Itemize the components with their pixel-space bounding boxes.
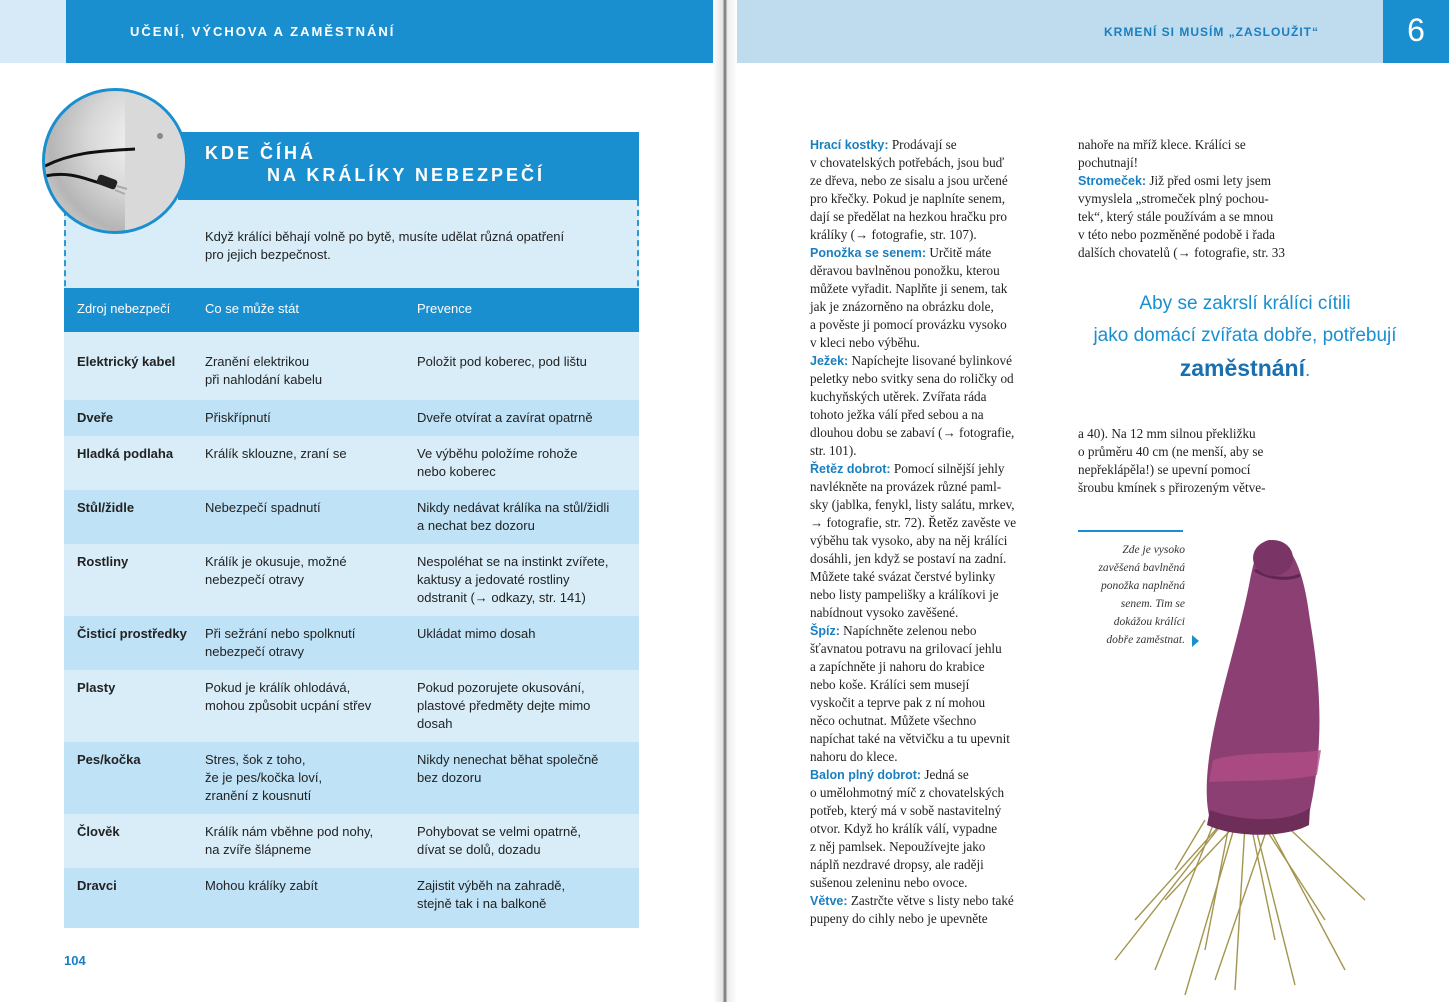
- text-line: sky (jablka, fenykl, listy salátu, mrkev,: [810, 497, 1015, 512]
- cell-what: Stres, šok z toho, že je pes/kočka loví, zranění z kousnutí: [205, 752, 323, 803]
- cell-prevention: Nikdy nedávat králíka na stůl/židli a nechat bez dozoru: [417, 500, 610, 533]
- text-line: ze dřeva, nebo ze sisalu a jsou určené: [810, 173, 1008, 188]
- box-intro: Když králíci běhají volně po bytě, musíte udělat různá opatření pro jejich bezpečnost.: [205, 229, 565, 262]
- text-line: Řetěz dobrot: Pomocí silnější jehly: [810, 461, 1005, 476]
- table-row: [64, 490, 639, 544]
- th-what: Co se může stát: [205, 301, 299, 316]
- text-line: str. 101).: [810, 443, 857, 458]
- th-source: Zdroj nebezpečí: [77, 301, 171, 316]
- table-row: [64, 332, 639, 400]
- cell-prevention: Nikdy nenechat běhat společně bez dozoru: [417, 752, 599, 785]
- cell-source: Rostliny: [77, 554, 129, 569]
- text-line: v kleci nebo výběhu.: [810, 335, 920, 350]
- cell-prevention: Pohybovat se velmi opatrně, dívat se dolů, dozadu: [417, 824, 582, 857]
- text-line: v této nebo pozměněné podobě i řada: [1078, 227, 1276, 242]
- text-line: výběhu tak vysoko, aby na něj králíci: [810, 533, 1008, 548]
- table-row: [64, 400, 639, 436]
- cell-what: Králík je okusuje, možné nebezpečí otravy: [205, 554, 347, 587]
- text-line: nepřeklápěla!) se upevní pomocí: [1078, 462, 1251, 477]
- text-line: Špíz: Napíchněte zelenou nebo: [810, 623, 977, 638]
- text-line: pro křečky. Pokud je naplníte senem,: [810, 191, 1006, 206]
- text-line: pochutnají!: [1078, 155, 1139, 170]
- chapter-number: 6: [1407, 12, 1425, 48]
- table-row: [64, 742, 639, 814]
- cell-source: Člověk: [77, 824, 120, 839]
- cell-source: Stůl/židle: [77, 500, 135, 515]
- cell-prevention: Nespoléhat se na instinkt zvířete, kaktusy a jedovaté rostliny odstranit (→ odkazy, str. 141): [417, 554, 609, 605]
- text-line: dalších chovatelů (→ fotografie, str. 33: [1078, 245, 1285, 260]
- text-line: šťavnatou potravu na grilovací jehlu: [810, 641, 1002, 656]
- text-line: Stromeček: Již před osmi lety jsem: [1078, 173, 1271, 188]
- text-line: pupeny do cihly nebo je upevněte: [810, 911, 988, 926]
- text-column-2-top: [1078, 136, 1328, 262]
- cell-prevention: Ukládat mimo dosah: [417, 626, 536, 641]
- text-line: náplň nezdravé dropsy, ale raději: [810, 857, 984, 872]
- book-spine: [713, 0, 737, 1002]
- text-line: Ponožka se senem: Určitě máte: [810, 245, 992, 260]
- text-line: dlouhou dobu se zabaví (→ fotografie,: [810, 425, 1015, 440]
- box-title-line2: NA KRÁLÍKY NEBEZPEČÍ: [267, 165, 546, 185]
- text-line: tohoto ježka válí před sebou a na: [810, 407, 984, 422]
- text-line: nebo koše. Králíci sem musejí: [810, 677, 970, 692]
- cell-what: Králík nám vběhne pod nohy, na zvíře šlápneme: [205, 824, 374, 857]
- table-row: [64, 544, 639, 616]
- text-line: sušenou zeleninu nebo ovoce.: [810, 875, 968, 890]
- text-line: nebo listy pampelišky a králíkovi je: [810, 587, 999, 602]
- text-column-2-bottom: [1078, 425, 1328, 497]
- cell-what: Nebezpečí spadnutí: [205, 500, 321, 515]
- cell-prevention: Pokud pozorujete okusování, plastové předměty dejte mimo dosah: [417, 680, 591, 731]
- text-line: Větve: Zastrčte větve s listy nebo také: [810, 893, 1014, 908]
- text-line: tek“, který stále používám a se mnou: [1078, 209, 1274, 224]
- text-line: vyskočit a teprve pak z ní mohou: [810, 695, 986, 710]
- cell-source: Pes/kočka: [77, 752, 141, 767]
- text-line: a pověste ji pomocí provázku vysoko: [810, 317, 1007, 332]
- text-line: šroubu kmínek s přirozeným větve-: [1078, 480, 1266, 495]
- table-row: [64, 670, 639, 742]
- cell-prevention: Zajistit výběh na zahradě, stejně tak i na balkoně: [417, 878, 566, 911]
- text-line: a 40). Na 12 mm silnou překližku: [1078, 426, 1256, 441]
- photo-caption: Zde je vysoko zavěšená bavlněná ponožka naplněná senem. Tim se dokážou králíci dobře zaměstnat.: [1098, 544, 1185, 646]
- cell-source: Elektrický kabel: [77, 354, 176, 369]
- text-line: nabídnout vysoko zavěšené.: [810, 605, 959, 620]
- text-line: nahoře na mříž klece. Králíci se: [1078, 137, 1246, 152]
- cell-source: Plasty: [77, 680, 116, 695]
- pull-quote: Aby se zakrslí králíci cítili jako domácí zvířata dobře, potřebují zaměstnání.: [1093, 293, 1397, 381]
- text-line: napíchat také na větvičku a tu upevnit: [810, 731, 1010, 746]
- cell-what: Při sežrání nebo spolknutí nebezpečí otravy: [205, 626, 356, 659]
- cell-what: Přiskřípnutí: [205, 410, 271, 425]
- table-row: [64, 868, 639, 928]
- cell-what: Mohou králíky zabít: [205, 878, 318, 893]
- cell-what: Zranění elektrikou při nahlodání kabelu: [205, 354, 323, 387]
- text-line: králíky (→ fotografie, str. 107).: [810, 227, 977, 242]
- text-line: navlékněte na provázek různé paml-: [810, 479, 1002, 494]
- cell-prevention: Dveře otvírat a zavírat opatrně: [417, 410, 593, 425]
- text-line: Hrací kostky: Prodávají se: [810, 137, 957, 152]
- text-line: dají se předělat na hezkou hračku pro: [810, 209, 1007, 224]
- cell-what: Pokud je králík ohlodává, mohou způsobit ucpání střev: [205, 680, 372, 713]
- text-line: a zapíchněte ji nahoru do krabice: [810, 659, 985, 674]
- text-line: dosáhli, jen když se postaví na zadní.: [810, 551, 1007, 566]
- header-left-title: UČENÍ, VÝCHOVA A ZAMĚSTNÁNÍ: [130, 24, 396, 39]
- text-line: děravou bavlněnou ponožku, kterou: [810, 263, 1000, 278]
- text-line: o průměru 40 cm (ne menší, aby se: [1078, 444, 1264, 459]
- text-line: nahoru do klece.: [810, 749, 898, 764]
- text-column-1: [810, 136, 1060, 928]
- page-number-left: 104: [64, 953, 86, 968]
- text-line: z něj pamlsek. Nepoužívejte jako: [810, 839, 986, 854]
- text-line: Balon plný dobrot: Jedná se: [810, 767, 969, 782]
- cell-source: Dveře: [77, 410, 114, 425]
- text-line: potřeb, který má v sobě nastavitelný: [810, 803, 1002, 818]
- hay-sock-photo: [1095, 520, 1395, 1000]
- table-row: [64, 616, 639, 670]
- cell-prevention: Položit pod koberec, pod lištu: [417, 354, 587, 369]
- text-line: vymyslela „stromeček plný pochou-: [1078, 191, 1269, 206]
- text-line: Můžete také svázat čerstvé bylinky: [810, 569, 996, 584]
- cell-source: Dravci: [77, 878, 117, 893]
- th-prevention: Prevence: [417, 301, 472, 316]
- text-line: o umělohmotný míč z chovatelských: [810, 785, 1005, 800]
- table-row: [64, 436, 639, 490]
- header-right-title: KRMENÍ SI MUSÍM „ZASLOUŽIT“: [1104, 25, 1319, 39]
- cable-photo: [42, 88, 188, 234]
- text-line: → fotografie, str. 72). Řetěz zavěste ve: [810, 515, 1017, 530]
- header-left-accent: [0, 0, 66, 63]
- cell-source: Hladká podlaha: [77, 446, 174, 461]
- text-line: jak je znázorněno na obrázku dole,: [810, 299, 994, 314]
- text-line: něco ochutnat. Můžete všechno: [810, 713, 977, 728]
- text-line: kuchyňských utěrek. Zvířata ráda: [810, 389, 987, 404]
- cell-what: Králík sklouzne, zraní se: [205, 446, 347, 461]
- cell-source: Čisticí prostředky: [77, 626, 187, 641]
- text-line: otvor. Když ho králík válí, vypadne: [810, 821, 998, 836]
- text-line: můžete vyřadit. Naplňte ji senem, tak: [810, 281, 1008, 296]
- text-line: peletky nebo svitky sena do roličky od: [810, 371, 1014, 386]
- box-title-line1: KDE ČÍHÁ: [205, 143, 317, 163]
- table-row: [64, 814, 639, 868]
- cell-prevention: Ve výběhu položíme rohože nebo koberec: [417, 446, 578, 479]
- text-line: Ježek: Napíchejte lisované bylinkové: [810, 353, 1012, 368]
- text-line: v chovatelských potřebách, jsou buď: [810, 155, 1005, 170]
